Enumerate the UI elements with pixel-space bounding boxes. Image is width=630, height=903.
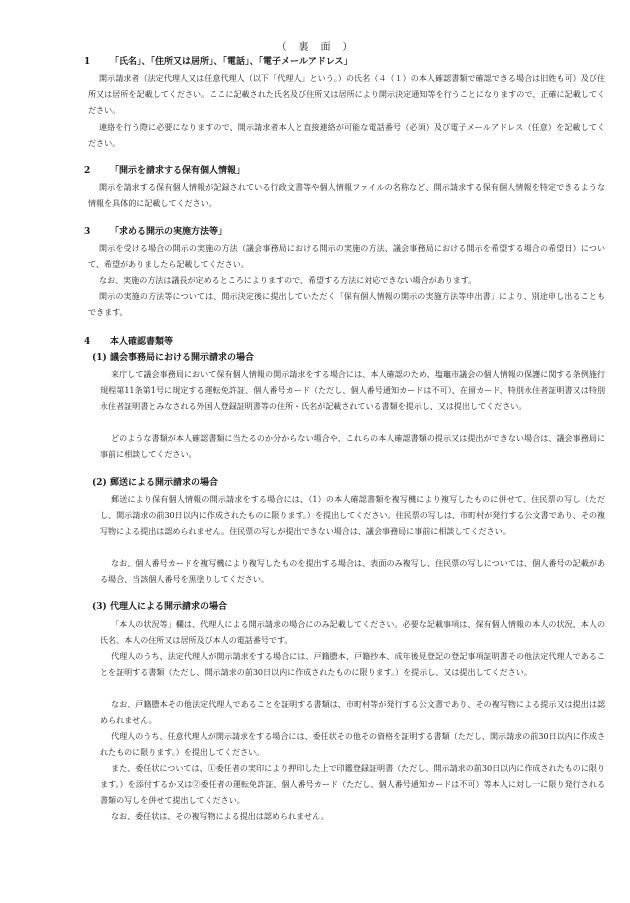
section-3-paragraph-3: 開示の実施の方法等については、開示決定後に提出していただく「保有個人情報の開示の実施方法等申出書」により、別途申し出ることもできます。 [88,291,605,318]
section-1-paragraph-1: 開示請求者（法定代理人又は任意代理人（以下「代理人」という。）の氏名（４（１）の本人確認書類で確認できる場合は旧姓も可）及び住所又は居所を記載してください。ここに記載された氏名及び住所又は居所により開示決定通知等を行うことになりますので、正確に記載してください。 [88,73,605,116]
subsection-2-heading: (2) 郵送による開示請求の場合 [92,478,219,488]
section-2-heading: 2 「開示を請求する保有個人情報」 [84,166,246,176]
subsection-3-heading: (3) 代理人による開示請求の場合 [92,602,228,612]
subsection-3-paragraph-6: なお、委任状は、その複写物による提出は認められません。 [111,811,329,821]
section-3-paragraph-2: なお、実施の方法は議長が定めるところによりますので、希望する方法に対応できない場合があります。 [99,275,477,285]
section-4-heading: 4 本人確認書類等 [84,337,174,347]
subsection-3-paragraph-5: また、委任状については、①委任者の実印により押印した上で印鑑登録証明書（ただし、開示請求の前30日以内に作成されたものに限ります。）を添付するか又は②委任者の運転免許証、個人番号カード（ただし、個人番号通知カードは不可）等本人に対し一に限り発行される書類の写しを併せて提出してください。 [100,763,605,806]
section-3-heading: 3 「求める開示の実施方法等」 [84,227,228,237]
section-2-paragraph-1: 開示を請求する保有個人情報が記録されている行政文書等や個人情報ファイルの名称など、開示請求する保有個人情報を特定できるような情報を具体的に記載してください。 [88,182,605,209]
subsection-1-paragraph-2: どのような書類が本人確認書類に当たるのか分からない場合や、これらの本人確認書類の提示又は提出ができない場合は、議会事務局に事前に相談してください。 [100,433,605,460]
subsection-1-paragraph-1: 来庁して議会事務局において保有個人情報の開示請求をする場合には、本人確認のため、塩竈市議会の個人情報の保護に関する条例施行規程第11条第1号に規定する運転免許証、個人番号カード（ただし、個人番号通知カードは不可）、在留カード、特別永住者証明書又は特別永住者証明書とみなされる外国人登録証明書等の住所・氏名が記載されている書類を提示し、又は提出してください。 [100,369,605,412]
subsection-3-paragraph-3: なお、戸籍謄本その他法定代理人であることを証明する書類は、市町村等が発行する公文書であり、その複写物による提示又は提出は認められません。 [100,699,605,726]
section-1-paragraph-2: 連絡を行う際に必要になりますので、開示請求者本人と直接連絡が可能な電話番号（必須）及び電子メールアドレス（任意）を記載してください。 [88,122,605,149]
subsection-1-heading: (1) 議会事務局における開示請求の場合 [92,353,255,363]
subsection-2-paragraph-2: なお、個人番号カードを複写機により複写したものを提出する場合は、表面のみ複写し、住民票の写しについては、個人番号の記載がある場合、当該個人番号を黒塗りしてください。 [100,558,605,585]
subsection-3-paragraph-2: 代理人のうち、法定代理人が開示請求をする場合には、戸籍謄本、戸籍抄本、成年後見登記の登記事項証明書その他法定代理人であることを証明する書類（ただし、開示請求の前30日以内に作成されたものに限ります。）を提示し、又は提出してください。 [100,651,605,678]
section-1-heading: 1 「氏名」、「住所又は居所」、「電話」、「電子メールアドレス」 [84,57,353,67]
page-title: （ 裏 面 ） [276,42,354,53]
subsection-3-paragraph-1: 「本人の状況等」欄は、代理人による開示請求の場合にのみ記載してください。必要な記載事項は、保有個人情報の本人の状況、本人の氏名、本人の住所又は居所及び本人の電話番号です。 [100,619,605,646]
subsection-2-paragraph-1: 郵送により保有個人情報の開示請求をする場合には、（1）の本人確認書類を複写機により複写したものに併せて、住民票の写し（ただし、開示請求の前30日以内に作成されたものに限ります。）を提出してください。住民票の写しは、市町村が発行する公文書であり、その複写物による提出は認められません。住民票の写しが提出できない場合は、議会事務局に事前に相談してください。 [100,494,605,537]
subsection-3-paragraph-4: 代理人のうち、任意代理人が開示請求をする場合には、委任状その他その資格を証明する書類（ただし、開示請求の前30日以内に作成されたものに限ります。）を提出してください。 [100,731,605,758]
section-3-paragraph-1: 開示を受ける場合の開示の実施の方法（議会事務局における開示の実施の方法、議会事務局における開示を希望する場合の希望日）について、希望がありましたら記載してください。 [88,243,605,270]
